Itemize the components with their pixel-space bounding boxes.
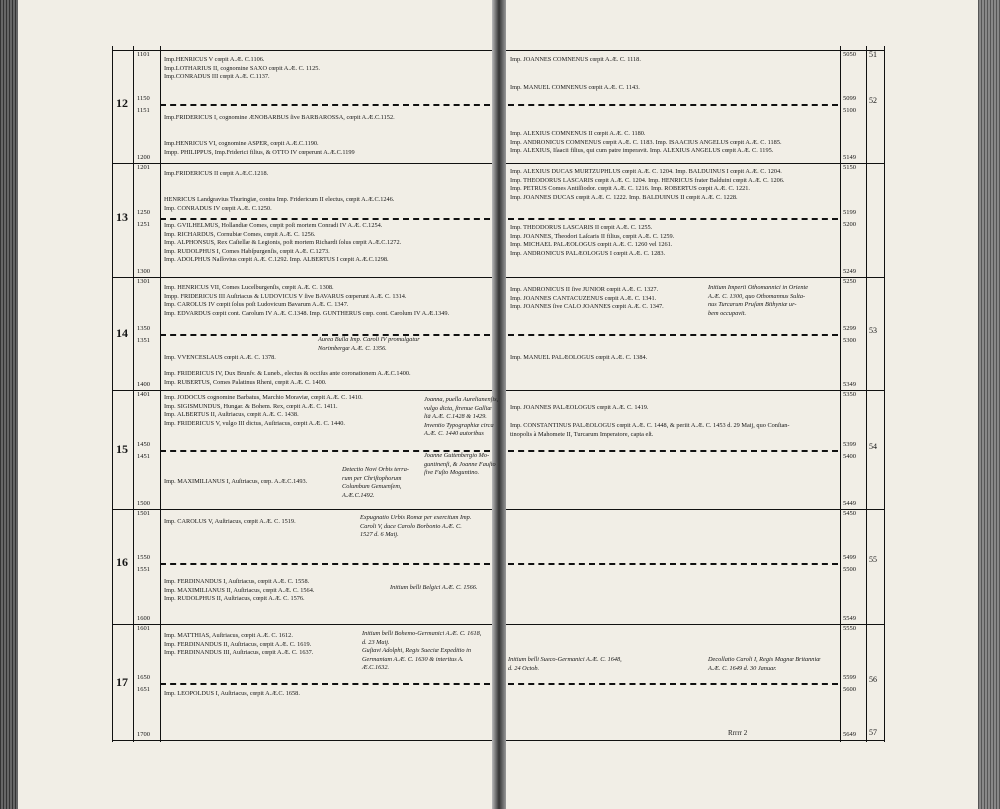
entry: Imp.LOTHARIUS II, cognomine SAXO cœpit A.Æ. C. 1125. [164,64,320,72]
half-century-dash [160,104,490,106]
entry: Imp. CAROLUS V, Auſtriacus, cœpit A.Æ. C. 1519. [164,518,296,525]
annotation: Caroli V, duce Carolo Borbonio A.Æ. C. [360,522,462,530]
annotation: Joanne Guttenbergio Mo- [424,452,490,459]
entry: Imp. CONRADUS IV cœpit A.Æ. C.1250. [164,204,272,212]
year-label: 1300 [137,268,150,275]
year-label: 1201 [137,164,150,171]
year-label: 1450 [137,441,150,448]
world-year-label: 5550 [843,625,856,632]
year-label: 1550 [137,554,150,561]
century-rule [112,740,492,741]
entry: Imp. JODOCUS cognomine Barbatus, Marchio Moraviæ, cœpit A.Æ. C. 1410. [164,394,363,401]
entry: Imp. JOANNES COMNENUS cœpit A.Æ. C. 1118. [510,56,641,63]
century-rule [506,50,884,51]
annotation: Initium Imperii Othomannici in Oriente [708,284,809,291]
year-label: 1501 [137,510,150,517]
world-year-label: 5599 [843,674,856,681]
century-rule [112,390,492,391]
annotation: vulgo dicta, ſtrenue Galliæ [424,404,492,412]
period-number: 56 [869,675,877,684]
entry: Imp. MANUEL COMNENUS cœpit A.Æ. C. 1143. [510,84,640,91]
annotation: A.Æ.C.1492. [342,491,375,499]
annotation: Æ.C.1632. [362,664,390,672]
annotation: 1527 d. 6 Maij. [360,531,399,539]
year-label: 1251 [137,221,150,228]
world-year-label: 5099 [843,95,856,102]
column-rule [866,46,867,742]
world-year-label: 5399 [843,441,856,448]
world-year-label: 5300 [843,337,856,344]
world-year-label: 5299 [843,325,856,332]
world-year-label: 5200 [843,221,856,228]
entry: Imp. LEOPOLDUS I, Auſtriacus, cœpit A.Æ.C. 1658. [164,690,300,697]
half-century-dash [508,218,838,220]
world-year-label: 5400 [843,453,856,460]
century-rule [506,509,884,510]
entry: Imp. ANDRONICUS COMNENUS cœpit A.Æ. C. 1183. Imp. ISAACIUS ANGELUS cœpit A.Æ. C. 1185. [510,138,782,146]
signature-mark: Rrrrr 2 [728,729,748,737]
annotation: d. 23 Maij. [362,638,390,646]
world-year-label: 5249 [843,268,856,275]
annotation: nus Turcarum Pruſam Bithyniæ ur- [708,301,797,309]
year-label: 1200 [137,154,150,161]
year-label: 1101 [137,51,150,58]
year-label: 1700 [137,731,150,738]
year-label: 1551 [137,566,150,573]
century-rule [112,509,492,510]
annotation: Initium belli Bohemo-Germanici A.Æ. C. 1618, [362,630,482,637]
annotation: Expugnatio Urbis Romæ per exercitum Imp. [360,514,472,521]
entry: Imp. SIGISMUNDUS, Hungar. & Bohem. Rex, cœpit A.Æ. C. 1411. [164,402,338,410]
entry: Imp. ANDRONICUS PALÆOLOGUS I cœpit A.Æ. C. 1283. [510,249,666,257]
century-rule [506,740,884,741]
world-year-label: 5250 [843,278,856,285]
world-year-label: 5199 [843,209,856,216]
annotation: A.Æ. C. 1300, quo Othomannus Sulta- [708,292,806,300]
year-label: 1400 [137,381,150,388]
entry: Imp.FRIDERICUS II cœpit A.Æ.C.1218. [164,170,269,177]
annotation: d. 24 Octob. [508,664,540,672]
entry: Imp. MAXIMILIANUS II, Auſtriacus, cœpit A.Æ. C. 1564. [164,586,315,594]
entry: Imp. JOANNES PALÆOLOGUS cœpit A.Æ. C. 1419. [510,404,649,411]
world-year-label: 5149 [843,154,856,161]
half-century-dash [160,683,490,685]
period-number: 57 [869,728,877,737]
century-rule [112,624,492,625]
entry: Imp. JOANNES, Theodori Laſcaris II filius, cœpit A.Æ. C. 1259. [510,232,675,240]
entry: Imp. CONSTANTINUS PALÆOLOGUS cœpit A.Æ. C. 1448, & periit A.Æ. C. 1453 d. 29 Maij, quo Conſtan- [510,422,790,429]
century-number: 13 [116,210,128,224]
annotation: Initium belli Sueco-Germanici A.Æ. C. 1648, [508,656,622,663]
entry: Imp. FERDINANDUS III, Auſtriacus, cœpit A.Æ. C. 1637. [164,649,314,657]
annotation: Columbum Genuenſem, [342,483,402,491]
entry: Imp. ALBERTUS II, Auſtriacus, cœpit A.Æ. C. 1438. [164,411,299,419]
entry: Imp. JOANNES DUCAS cœpit A.Æ. C. 1222. Imp. BALDUINUS II cœpit A.Æ. C. 1228. [510,193,738,201]
century-number: 16 [116,555,128,569]
annotation: Inventio Typographiæ circa [424,421,494,429]
world-year-label: 5150 [843,164,856,171]
annotation: guntinenſi, & Joanne Fauſto [424,460,496,468]
entry: Imp. GVILHELMUS, Hollandiæ Comes, cœpit poſt mortem Conradi IV A.Æ. C.1254. [164,222,383,229]
year-label: 1600 [137,615,150,622]
entry: Imp. ADOLPHUS Naſſovius cœpit A.Æ. C.1292. Imp. ALBERTUS I cœpit A.Æ.C.1298. [164,256,389,264]
entry: Imp. MICHAEL PALÆOLOGUS cœpit A.Æ. C. 1260 vel 1261. [510,241,673,249]
year-label: 1301 [137,278,150,285]
world-year-label: 5050 [843,51,856,58]
period-number: 53 [869,326,877,335]
entry: Impp. PHILIPPUS, Imp.Friderici filius, & OTTO IV cœperunt A.Æ.C.1199 [164,148,355,156]
entry: Imp.HENRICUS V cœpit A.Æ. C.1106. [164,56,265,63]
entry: Imp. ALPHONSUS, Rex Caſtellæ & Legionis, poſt mortem Richardi ſolus cœpit A.Æ.C.1272. [164,239,402,247]
half-century-dash [508,683,838,685]
entry: Imp. RUBERTUS, Comes Palatinus Rheni, cœpit A.Æ. C. 1400. [164,378,327,386]
entry: Imp. FRIDERICUS IV, Dux Brunſv. & Luneb., electus & occiſus ante coronationem A.Æ.C.1400. [164,370,411,377]
entry: Imp. FRIDERICUS V, vulgo III dictus, Auſtriacus, cœpit A.Æ. C. 1440. [164,419,345,427]
entry: Imp. ALEXIUS, Iſaacii filius, qui cum patre imperavit. Imp. ALEXIUS ANGELUS cœpit A.Æ. C. 1195. [510,147,774,155]
entry: Imp.HENRICUS VI, cognomine ASPER, cœpit A.Æ.C.1190. [164,140,319,147]
year-label: 1150 [137,95,150,102]
annotation: Joanna, puella Aurelianenſis, [424,396,499,403]
entry: Imp. PETRUS Comes Antiſſiodor. cœpit A.Æ. C. 1216. Imp. ROBERTUS cœpit A.Æ. C. 1221. [510,185,750,193]
world-year-label: 5549 [843,615,856,622]
world-year-label: 5649 [843,731,856,738]
entry: Imp. ALEXIUS DUCAS MURTZUPHLUS cœpit A.Æ. C. 1204. Imp. BALDUINUS I cœpit A.Æ. C. 1204. [510,168,782,175]
century-number: 14 [116,326,128,340]
annotation: rum per Chriſtophorum [342,474,402,482]
world-year-label: 5499 [843,554,856,561]
year-label: 1451 [137,453,150,460]
annotation: Decollatio Caroli I, Regis Magnæ Britanniæ [708,656,821,663]
period-number: 51 [869,50,877,59]
column-rule [160,46,161,742]
annotation: Germaniam A.Æ. C. 1630 & interitus A. [362,655,464,663]
year-label: 1250 [137,209,150,216]
entry: Imp.FRIDERICUS I, cognomine ÆNOBARBUS ſive BARBAROSSA, cœpit A.Æ.C.1152. [164,114,395,121]
entry: Imp. FERDINANDUS II, Auſtriacus, cœpit A.Æ. C. 1619. [164,640,312,648]
century-rule [506,624,884,625]
entry: tinopolis à Mahomete II, Turcarum Imperatore, capta eſt. [510,430,654,438]
annotation: Initium belli Belgici A.Æ. C. 1566. [390,584,478,591]
entry: Imp. MATTHIAS, Auſtriacus, cœpit A.Æ. C. 1612. [164,632,293,639]
entry: Imp. FERDINANDUS I, Auſtriacus, cœpit A.Æ. C. 1558. [164,578,310,585]
entry: Imp. THEODORUS LASCARIS II cœpit A.Æ. C. 1255. [510,224,653,231]
world-year-label: 5500 [843,566,856,573]
entry: Imp. MAXIMILIANUS I, Auſtriacus, cœp. A.Æ.C.1493. [164,478,308,485]
half-century-dash [508,334,838,336]
right-page-edges [978,0,1000,809]
entry: Imp. HENRICUS VII, Comes Lucelburgenſis, cœpit A.Æ. C. 1308. [164,284,334,291]
entry: Imp. EDVARDUS cœpit cont. Carolum IV A.Æ. C.1348. Imp. GUNTHERUS cœp. cont. Carolum IV A.Æ.1349. [164,309,450,317]
period-number: 54 [869,442,877,451]
entry: Imp.CONRADUS III cœpit A.Æ. C.1137. [164,73,270,81]
entry: Imp. ANDRONICUS II ſive JUNIOR cœpit A.Æ. C. 1327. [510,286,659,293]
year-label: 1650 [137,674,150,681]
annotation: liā A.Æ. C.1428 & 1429. [424,413,487,421]
period-number: 55 [869,555,877,564]
entry: Imp. JOANNES CANTACUZENUS cœpit A.Æ. C. 1341. [510,294,657,302]
year-label: 1351 [137,337,150,344]
half-century-dash [160,563,490,565]
period-number: 52 [869,96,877,105]
annotation: A.Æ. C. 1440 autoribus [424,430,484,438]
annotation: Norimbergæ A.Æ. C. 1356. [318,344,387,352]
century-number: 12 [116,96,128,110]
year-label: 1350 [137,325,150,332]
half-century-dash [508,450,838,452]
century-number: 17 [116,675,128,689]
half-century-dash [508,104,838,106]
annotation: Guſtavi Adolphi, Regis Sueciæ Expeditio in [362,647,472,655]
entry: Impp. FRIDERICUS III Auſtriacus & LUDOVICUS V ſive BAVARUS cœperunt A.Æ. C. 1314. [164,292,407,300]
column-rule [884,46,885,742]
entry: Imp. RICHARDUS, Cornubiæ Comes, cœpit A.Æ. C. 1256. [164,230,316,238]
annotation: Detectio Novi Orbis terra- [342,466,409,473]
annotation: A.Æ. C. 1649 d. 30 Januar. [708,664,777,672]
column-rule [133,46,134,742]
entry: HENRICUS Landgravius Thuringiæ, contra Imp. Fridericum II electus, cœpit A.Æ.C.1246. [164,196,395,203]
annotation: Aurea Bulla Imp. Caroli IV promulgatur [318,336,420,343]
column-rule [112,46,113,742]
world-year-label: 5349 [843,381,856,388]
century-rule [506,277,884,278]
world-year-label: 5350 [843,391,856,398]
half-century-dash [160,218,490,220]
world-year-label: 5450 [843,510,856,517]
century-rule [112,50,492,51]
world-year-label: 5100 [843,107,856,114]
entry: Imp. JOANNES ſive CALO JOANNES cœpit A.Æ. C. 1347. [510,303,664,311]
year-label: 1651 [137,686,150,693]
entry: Imp. CAROLUS IV cœpit ſolus poſt Ludovicum Bavarum A.Æ. C. 1347. [164,301,349,309]
century-number: 15 [116,442,128,456]
entry: Imp. ALEXIUS COMNENUS II cœpit A.Æ. C. 1180. [510,130,646,137]
annotation: ſive Fuſto Moguntino. [424,469,480,477]
entry: Imp. RUDOLPHUS I, Comes Habſpurgenſis, cœpit A.Æ. C.1273. [164,247,330,255]
annotation: bem occupavit. [708,309,747,317]
entry: Imp. MANUEL PALÆOLOGUS cœpit A.Æ. C. 1384. [510,354,648,361]
year-label: 1401 [137,391,150,398]
world-year-label: 5449 [843,500,856,507]
century-rule [112,277,492,278]
year-label: 1601 [137,625,150,632]
entry: Imp. RUDOLPHUS II, Auſtriacus, cœpit A.Æ. C. 1576. [164,595,305,603]
century-rule [112,163,492,164]
half-century-dash [508,563,838,565]
century-rule [506,163,884,164]
entry: Imp. THEODORUS LASCARIS cœpit A.Æ. C. 1204. Imp. HENRICUS frater Balduini cœpit A.Æ. C. 1206. [510,176,785,184]
year-label: 1151 [137,107,150,114]
year-label: 1500 [137,500,150,507]
book-gutter [492,0,506,809]
century-rule [506,390,884,391]
entry: Imp. VVENCESLAUS cœpit A.Æ. C. 1378. [164,354,276,361]
column-rule [840,46,841,742]
world-year-label: 5600 [843,686,856,693]
